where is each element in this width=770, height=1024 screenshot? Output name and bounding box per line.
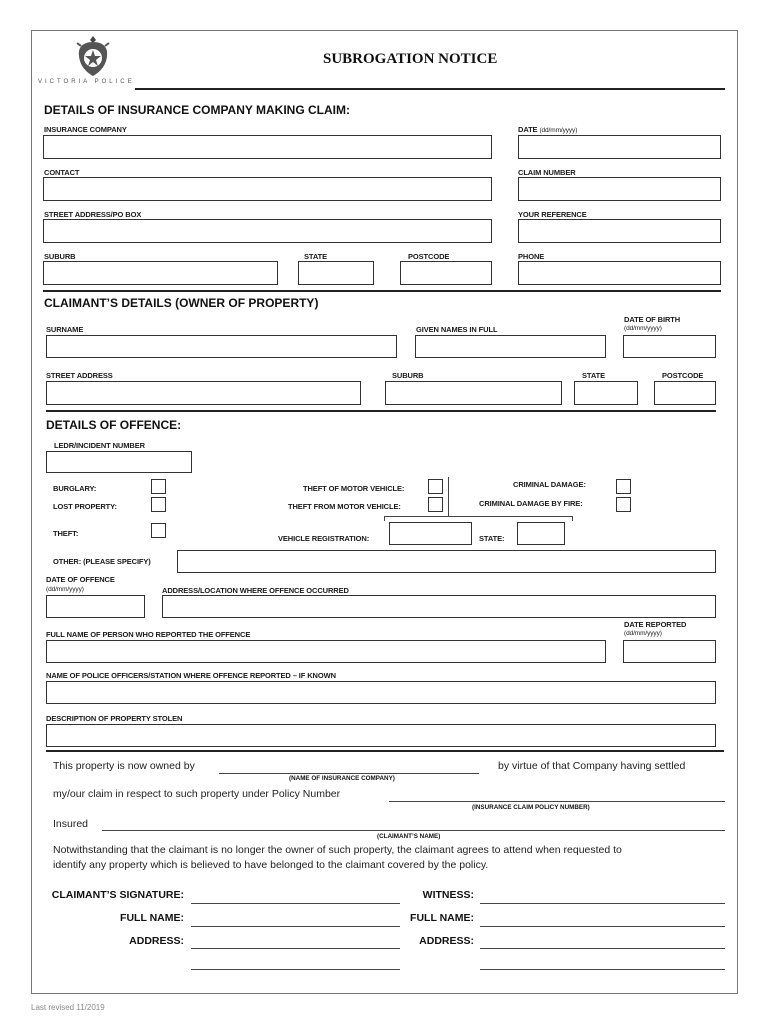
theft-of-mv-label: THEFT OF MOTOR VEHICLE: [303, 484, 405, 493]
claimant-full-name-label: FULL NAME: [120, 912, 184, 924]
surname-input[interactable] [46, 335, 397, 358]
claimant-postcode-label: POSTCODE [662, 371, 704, 380]
claimant-signature-label: CLAIMANT’S SIGNATURE: [51, 889, 184, 901]
contact-input[interactable] [43, 177, 492, 201]
given-names-label: GIVEN NAMES IN FULL [416, 325, 498, 334]
insurer-street-input[interactable] [43, 219, 492, 243]
claimant-address-label: ADDRESS: [129, 935, 184, 947]
claimant-state-input[interactable] [574, 381, 638, 405]
claimant-postcode-input[interactable] [654, 381, 716, 405]
criminal-damage-checkbox[interactable] [616, 479, 631, 494]
date-reported-label: DATE REPORTED [624, 620, 687, 629]
dob-label: DATE OF BIRTH [624, 315, 681, 324]
date-reported-input[interactable] [623, 640, 716, 663]
insurer-state-label: STATE [304, 252, 327, 261]
reporter-label: FULL NAME OF PERSON WHO REPORTED THE OFFENCE [46, 630, 251, 639]
insurer-rule [43, 290, 721, 292]
owned-by-suffix: by virtue of that Company having settled [498, 760, 686, 772]
declaration-line-1: Notwithstanding that the claimant is no longer the owner of such property, the claimant agrees to attend when requested to [53, 844, 622, 856]
date-of-offence-input[interactable] [46, 595, 145, 618]
claimant-suburb-label: SUBURB [392, 371, 424, 380]
insurer-state-input[interactable] [298, 261, 374, 285]
insurer-postcode-input[interactable] [400, 261, 492, 285]
insurer-date-label: DATE (dd/mm/yyyy) [518, 125, 578, 134]
date-reported-format: (dd/mm/yyyy) [624, 630, 662, 637]
insurer-suburb-label: SUBURB [44, 252, 76, 261]
date-of-offence-format: (dd/mm/yyyy) [46, 586, 84, 593]
insurer-street-label: STREET ADDRESS/PO BOX [44, 210, 142, 219]
vehicle-state-input[interactable] [517, 522, 565, 545]
dob-input[interactable] [623, 335, 716, 358]
theft-checkbox[interactable] [151, 523, 166, 538]
insurer-name-line[interactable] [219, 773, 479, 774]
other-label: OTHER: (PLEASE SPECIFY) [53, 557, 151, 566]
theft-from-mv-checkbox[interactable] [428, 497, 443, 512]
insurance-company-label: INSURANCE COMPANY [44, 125, 127, 134]
witness-address-line[interactable] [480, 948, 725, 949]
claimant-street-input[interactable] [46, 381, 361, 405]
phone-input[interactable] [518, 261, 721, 285]
description-input[interactable] [46, 724, 716, 747]
policy-number-line[interactable] [389, 801, 725, 802]
claimant-address-line-2[interactable] [191, 969, 400, 970]
dob-format: (dd/mm/yyyy) [624, 325, 662, 332]
vehicle-rego-label: VEHICLE REGISTRATION: [278, 534, 370, 543]
declaration-line-2: identify any property which is believed to have belonged to the claimant covered by the policy. [53, 859, 489, 871]
your-reference-label: YOUR REFERENCE [518, 210, 587, 219]
insurance-company-input[interactable] [43, 135, 492, 159]
burglary-checkbox[interactable] [151, 479, 166, 494]
theft-from-mv-label: THEFT FROM MOTOR VEHICLE: [288, 502, 401, 511]
offence-rule [46, 750, 724, 752]
claimant-rule [46, 410, 716, 412]
description-label: DESCRIPTION OF PROPERTY STOLEN [46, 714, 183, 723]
lost-property-checkbox[interactable] [151, 497, 166, 512]
claimant-name-caption: (CLAIMANT’S NAME) [377, 833, 441, 840]
given-names-input[interactable] [415, 335, 606, 358]
officers-input[interactable] [46, 681, 716, 704]
location-label: ADDRESS/LOCATION WHERE OFFENCE OCCURRED [162, 586, 349, 595]
insurer-name-caption: (NAME OF INSURANCE COMPANY) [289, 775, 395, 782]
page-title: SUBROGATION NOTICE [323, 51, 498, 67]
police-crest-icon [72, 34, 114, 78]
ledr-label: LEDR/INCIDENT NUMBER [54, 441, 145, 450]
header-rule [135, 88, 725, 90]
date-of-offence-label: DATE OF OFFENCE [46, 575, 115, 584]
claimant-state-label: STATE [582, 371, 605, 380]
other-input[interactable] [177, 550, 716, 573]
claim-number-input[interactable] [518, 177, 721, 201]
claimant-suburb-input[interactable] [385, 381, 562, 405]
owned-by-prefix: This property is now owned by [53, 760, 195, 772]
officers-label: NAME OF POLICE OFFICERS/STATION WHERE OFFENCE REPORTED – IF KNOWN [46, 671, 336, 680]
witness-signature-line[interactable] [480, 903, 725, 904]
witness-address-label: ADDRESS: [419, 935, 474, 947]
surname-label: SURNAME [46, 325, 84, 334]
revision-footer: Last revised 11/2019 [31, 1003, 105, 1012]
insured-text: Insured [53, 818, 89, 830]
phone-label: PHONE [518, 252, 545, 261]
vehicle-bracket [448, 477, 449, 517]
witness-full-name-line[interactable] [480, 926, 725, 927]
policy-number-caption: (INSURANCE CLAIM POLICY NUMBER) [472, 804, 590, 811]
criminal-damage-fire-checkbox[interactable] [616, 497, 631, 512]
claimant-signature-line[interactable] [191, 903, 400, 904]
insurer-postcode-label: POSTCODE [408, 252, 450, 261]
claimant-name-line[interactable] [102, 830, 725, 831]
criminal-damage-fire-label: CRIMINAL DAMAGE BY FIRE: [479, 499, 583, 508]
theft-label: THEFT: [53, 529, 79, 538]
theft-of-mv-checkbox[interactable] [428, 479, 443, 494]
vehicle-bracket-bar [384, 516, 573, 521]
your-reference-input[interactable] [518, 219, 721, 243]
burglary-label: BURGLARY: [53, 484, 97, 493]
insurer-suburb-input[interactable] [43, 261, 278, 285]
witness-full-name-label: FULL NAME: [410, 912, 474, 924]
vehicle-state-label: STATE: [479, 534, 505, 543]
reporter-input[interactable] [46, 640, 606, 663]
location-input[interactable] [162, 595, 716, 618]
witness-label: WITNESS: [422, 889, 474, 901]
insurer-heading: DETAILS OF INSURANCE COMPANY MAKING CLAIM: [44, 103, 350, 117]
claimant-street-label: STREET ADDRESS [46, 371, 113, 380]
insurer-date-input[interactable] [518, 135, 721, 159]
vehicle-rego-input[interactable] [389, 522, 472, 545]
logo-text: VICTORIA POLICE [38, 79, 135, 85]
policy-text: my/our claim in respect to such property under Policy Number [53, 788, 341, 800]
contact-label: CONTACT [44, 168, 80, 177]
claimant-full-name-line[interactable] [191, 926, 400, 927]
lost-property-label: LOST PROPERTY: [53, 502, 117, 511]
claim-number-label: CLAIM NUMBER [518, 168, 576, 177]
claimant-address-line[interactable] [191, 948, 400, 949]
witness-address-line-2[interactable] [480, 969, 725, 970]
criminal-damage-label: CRIMINAL DAMAGE: [513, 480, 586, 489]
claimant-heading: CLAIMANT’S DETAILS (OWNER OF PROPERTY) [44, 296, 319, 310]
ledr-input[interactable] [46, 451, 192, 473]
offence-heading: DETAILS OF OFFENCE: [46, 418, 182, 432]
